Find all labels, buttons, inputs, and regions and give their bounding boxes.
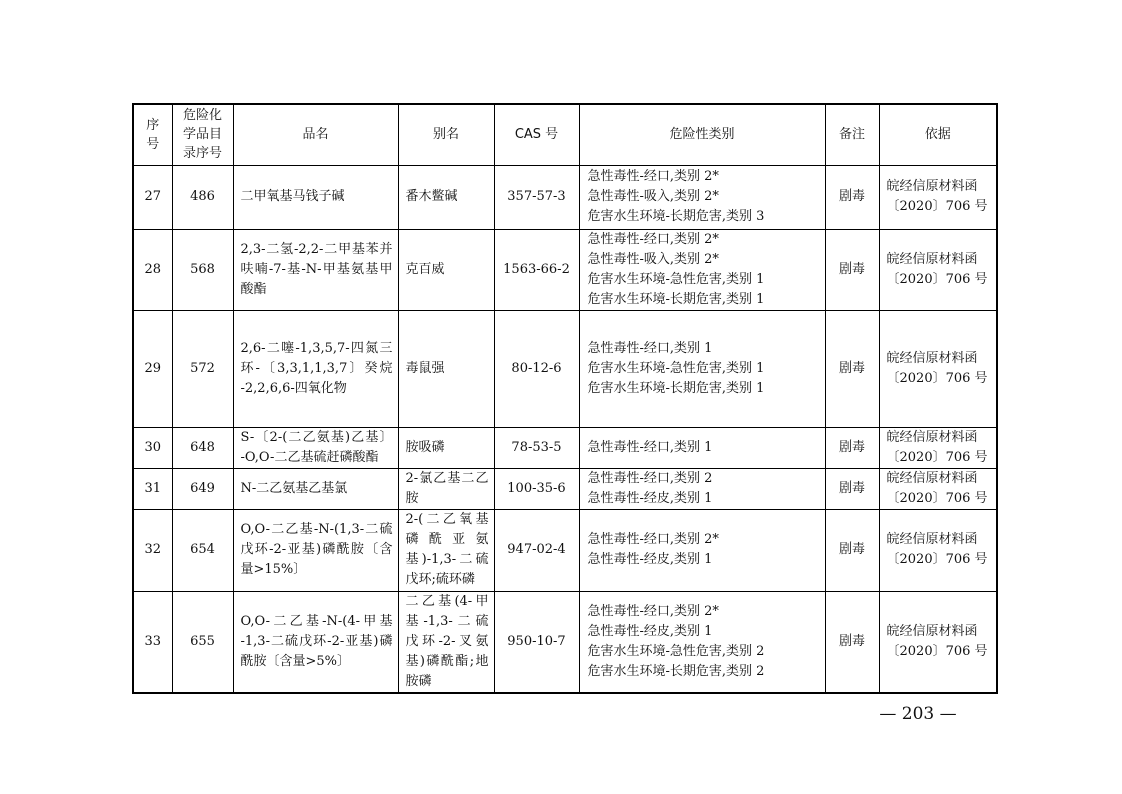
cell-line: 二乙基(4-甲	[405, 593, 489, 609]
header-catalog-number	[172, 104, 233, 165]
header-note: 备注	[825, 104, 879, 165]
cell-alias	[398, 229, 494, 310]
cell-product-name	[233, 468, 398, 509]
cell-line: 酰胺〔含量>5%〕	[240, 653, 351, 669]
cell-alias	[398, 165, 494, 229]
cell-line: 急性毒性-经口,类别 2*	[587, 532, 719, 547]
cell-line: 〔2020〕706 号	[886, 370, 988, 386]
cell-line: 二甲氧基马钱子碱	[240, 189, 345, 204]
cell-note: 剧毒	[825, 165, 879, 229]
cell-hazard-category	[579, 468, 825, 509]
cell-line: 危害水生环境-急性危害,类别 2	[587, 643, 765, 659]
cell-line: 皖经信原材料函	[886, 532, 978, 547]
cell-catalog-number: 648	[172, 427, 233, 468]
cell-line: O,O-二乙基-N-(4-甲基	[240, 613, 393, 629]
cell-line: 皖经信原材料函	[886, 179, 978, 194]
cell-note: 剧毒	[825, 427, 879, 468]
cell-line: 酸酯	[240, 281, 267, 297]
cell-line: 急性毒性-经口,类别 2	[587, 470, 713, 486]
table-row	[133, 427, 997, 468]
cell-line: 皖经信原材料函	[886, 251, 978, 267]
cell-note: 剧毒	[825, 229, 879, 310]
cell-product-name	[233, 427, 398, 468]
cell-seq: 33	[133, 591, 172, 693]
cell-cas-number: 357-57-3	[494, 165, 579, 229]
page-number: — 203 —	[879, 704, 957, 724]
cell-line: 克百威	[405, 261, 445, 277]
header-basis: 依据	[879, 104, 997, 165]
cell-line: 戊环-2-亚基)磷酰胺〔含	[240, 542, 393, 557]
cell-line: 急性毒性-经口,类别 1	[587, 340, 713, 356]
cell-line: 戊环-2-叉氨	[405, 633, 489, 649]
cell-line: 急性毒性-经口,类别 2*	[587, 603, 719, 619]
cell-seq: 31	[133, 468, 172, 509]
cell-line: 危害水生环境-急性危害,类别 1	[587, 360, 765, 376]
cell-line: 〔2020〕706 号	[886, 490, 988, 506]
cell-line: 急性毒性-经口,类别 2*	[587, 169, 719, 184]
cell-note: 剧毒	[825, 310, 879, 427]
table-row	[133, 310, 997, 427]
header-line: 学品目	[182, 127, 222, 143]
cell-line: 危害水生环境-长期危害,类别 2	[587, 663, 765, 679]
cell-catalog-number: 568	[172, 229, 233, 310]
cell-seq: 29	[133, 310, 172, 427]
cell-catalog-number: 649	[172, 468, 233, 509]
cell-basis	[879, 165, 997, 229]
cell-line: 2-氯乙基二乙	[405, 470, 489, 486]
cell-hazard-category	[579, 591, 825, 693]
cell-line: 呋喃-7-基-N-甲基氨基甲	[240, 261, 393, 277]
cell-line: 危害水生环境-长期危害,类别 1	[587, 291, 765, 307]
cell-hazard-category	[579, 427, 825, 468]
cell-line: 胺吸磷	[405, 439, 445, 455]
cell-line: 皖经信原材料函	[886, 470, 978, 486]
cell-line: 危害水生环境-急性危害,类别 1	[587, 271, 765, 287]
cell-line: 急性毒性-经口,类别 2*	[587, 231, 719, 247]
cell-hazard-category	[579, 310, 825, 427]
cell-seq: 30	[133, 427, 172, 468]
cell-seq: 28	[133, 229, 172, 310]
table-row	[133, 509, 997, 591]
cell-line: 磷酰亚氨	[405, 532, 489, 547]
cell-line: 胺磷	[405, 673, 432, 689]
header-cas-number: CAS 号	[494, 104, 579, 165]
cell-alias	[398, 509, 494, 591]
cell-line: 番木鳖碱	[405, 189, 458, 204]
cell-line: 2-(二乙氧基	[405, 512, 489, 527]
cell-seq: 27	[133, 165, 172, 229]
cell-line: 基)-1,3-二硫	[405, 552, 489, 567]
cell-line: -O,O-二乙基硫赶磷酸酯	[240, 449, 379, 465]
table-row	[133, 229, 997, 310]
cell-hazard-category	[579, 165, 825, 229]
cell-note: 剧毒	[825, 468, 879, 509]
cell-line: 急性毒性-吸入,类别 2*	[587, 189, 719, 204]
cell-line: 毒鼠强	[405, 360, 445, 376]
cell-product-name	[233, 591, 398, 693]
cell-line: O,O-二乙基-N-(1,3-二硫	[240, 522, 393, 537]
cell-line: 危害水生环境-长期危害,类别 3	[587, 209, 765, 224]
cell-basis	[879, 509, 997, 591]
cell-line: 〔2020〕706 号	[886, 199, 988, 214]
hazardous-chemicals-table	[132, 103, 998, 694]
cell-cas-number: 100-35-6	[494, 468, 579, 509]
cell-note: 剧毒	[825, 591, 879, 693]
cell-line: 〔2020〕706 号	[886, 643, 988, 659]
cell-basis	[879, 310, 997, 427]
cell-hazard-category	[579, 509, 825, 591]
cell-basis	[879, 427, 997, 468]
cell-line: 皖经信原材料函	[886, 350, 978, 366]
cell-line: S-〔2-(二乙氨基)乙基〕	[240, 429, 393, 445]
cell-line: 皖经信原材料函	[886, 429, 978, 445]
cell-line: 量>15%〕	[240, 562, 307, 577]
cell-hazard-category	[579, 229, 825, 310]
cell-line: 2,3-二氢-2,2-二甲基苯并	[240, 241, 393, 257]
cell-line: 2,6-二噻-1,3,5,7-四氮三	[240, 340, 393, 356]
cell-line: 环-〔3,3,1,1,3,7〕癸烷	[240, 360, 393, 376]
header-line: 录序号	[182, 146, 222, 162]
header-line: 危险化	[182, 108, 222, 124]
table-body	[133, 165, 997, 693]
cell-catalog-number: 654	[172, 509, 233, 591]
cell-cas-number: 950-10-7	[494, 591, 579, 693]
table-row	[133, 468, 997, 509]
cell-line: 急性毒性-经皮,类别 1	[587, 552, 713, 567]
cell-product-name	[233, 310, 398, 427]
cell-basis	[879, 229, 997, 310]
cell-alias	[398, 591, 494, 693]
cell-line: 急性毒性-经皮,类别 1	[587, 623, 713, 639]
cell-line: -2,2,6,6-四氧化物	[240, 380, 347, 396]
cell-alias	[398, 427, 494, 468]
cell-alias	[398, 310, 494, 427]
cell-catalog-number: 572	[172, 310, 233, 427]
cell-line: 戊环;硫环磷	[405, 572, 475, 587]
table-row	[133, 591, 997, 693]
header-line: 号	[146, 136, 160, 152]
table-header-row	[133, 104, 997, 165]
cell-basis	[879, 591, 997, 693]
cell-line: N-二乙氨基乙基氯	[240, 480, 348, 496]
cell-alias	[398, 468, 494, 509]
cell-line: 〔2020〕706 号	[886, 449, 988, 465]
cell-basis	[879, 468, 997, 509]
cell-cas-number: 80-12-6	[494, 310, 579, 427]
cell-line: 急性毒性-经皮,类别 1	[587, 490, 713, 506]
cell-line: 胺	[405, 490, 419, 506]
cell-line: 危害水生环境-长期危害,类别 1	[587, 380, 765, 396]
cell-line: 急性毒性-吸入,类别 2*	[587, 251, 719, 267]
cell-line: 〔2020〕706 号	[886, 552, 988, 567]
cell-catalog-number: 486	[172, 165, 233, 229]
cell-product-name	[233, 229, 398, 310]
header-alias: 别名	[398, 104, 494, 165]
cell-product-name	[233, 165, 398, 229]
cell-line: 皖经信原材料函	[886, 623, 978, 639]
cell-line: -1,3-二硫戊环-2-亚基)磷	[240, 633, 393, 649]
header-seq	[133, 104, 172, 165]
table-row	[133, 165, 997, 229]
cell-product-name	[233, 509, 398, 591]
cell-line: 基-1,3-二硫	[405, 613, 489, 629]
cell-cas-number: 78-53-5	[494, 427, 579, 468]
cell-seq: 32	[133, 509, 172, 591]
cell-line: 基)磷酰酯;地	[405, 653, 489, 669]
cell-cas-number: 947-02-4	[494, 509, 579, 591]
cell-cas-number: 1563-66-2	[494, 229, 579, 310]
cell-line: 〔2020〕706 号	[886, 271, 988, 287]
header-line: 序	[146, 117, 160, 133]
cell-note: 剧毒	[825, 509, 879, 591]
header-hazard-category: 危险性类别	[579, 104, 825, 165]
cell-line: 急性毒性-经口,类别 1	[587, 439, 713, 455]
cell-catalog-number: 655	[172, 591, 233, 693]
header-product-name: 品名	[233, 104, 398, 165]
